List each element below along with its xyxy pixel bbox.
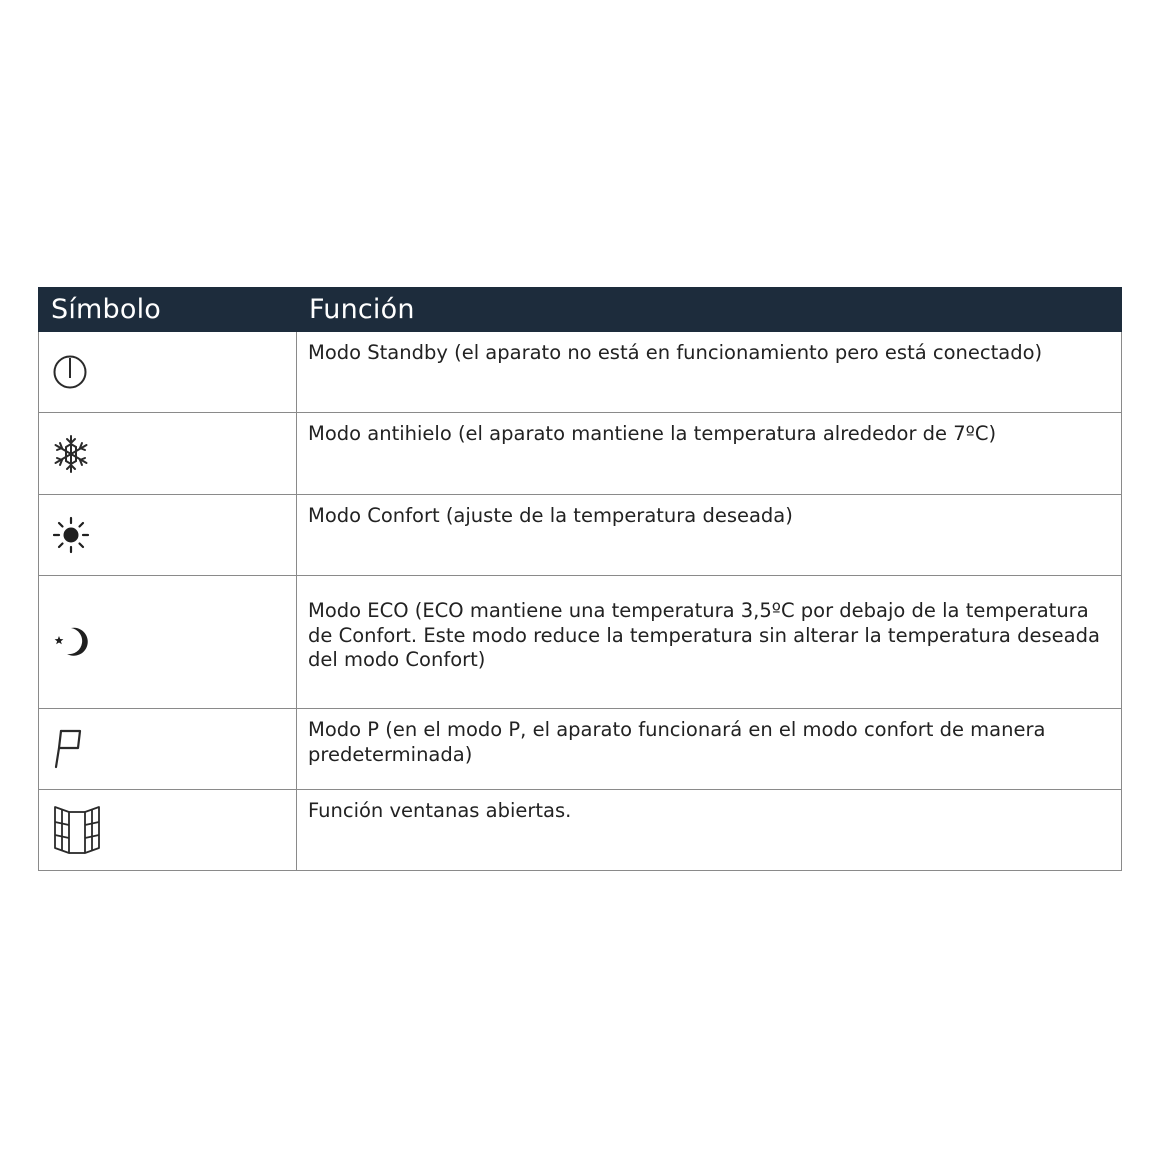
header-symbol: Símbolo: [39, 288, 297, 332]
symbol-cell: [39, 495, 297, 576]
symbol-cell: [39, 332, 297, 413]
open-window-icon: [53, 804, 296, 856]
table-row: [39, 790, 1122, 871]
moon-star-icon: [53, 625, 296, 659]
table-row: [39, 709, 1122, 790]
symbols-table-container: [38, 287, 1121, 871]
table-row: [39, 332, 1122, 413]
p-mode-icon: [53, 727, 296, 771]
function-cell: Modo Confort (ajuste de la temperatura deseada): [297, 495, 1122, 576]
table-header-row: [39, 288, 1122, 332]
function-cell: Modo P (en el modo P, el aparato funcionará en el modo confort de manera predeterminada): [297, 709, 1122, 790]
table-row: [39, 576, 1122, 709]
symbol-cell: [39, 413, 297, 495]
sun-icon: [53, 515, 296, 555]
table-row: [39, 495, 1122, 576]
symbol-cell: [39, 576, 297, 709]
table-row: [39, 413, 1122, 495]
function-cell: Función ventanas abiertas.: [297, 790, 1122, 871]
function-cell: Modo ECO (ECO mantiene una temperatura 3,5ºC por debajo de la temperatura de Confort. Este modo reduce la temperatura sin alterar la temperatura deseada del modo Confort): [297, 576, 1122, 709]
symbol-cell: [39, 709, 297, 790]
function-cell: Modo Standby (el aparato no está en funcionamiento pero está conectado): [297, 332, 1122, 413]
power-standby-icon: [53, 352, 296, 392]
snowflake-icon: [53, 434, 296, 474]
header-function: Función: [297, 288, 1122, 332]
symbol-cell: [39, 790, 297, 871]
function-cell: Modo antihielo (el aparato mantiene la temperatura alrededor de 7ºC): [297, 413, 1122, 495]
symbols-table: [38, 287, 1122, 871]
